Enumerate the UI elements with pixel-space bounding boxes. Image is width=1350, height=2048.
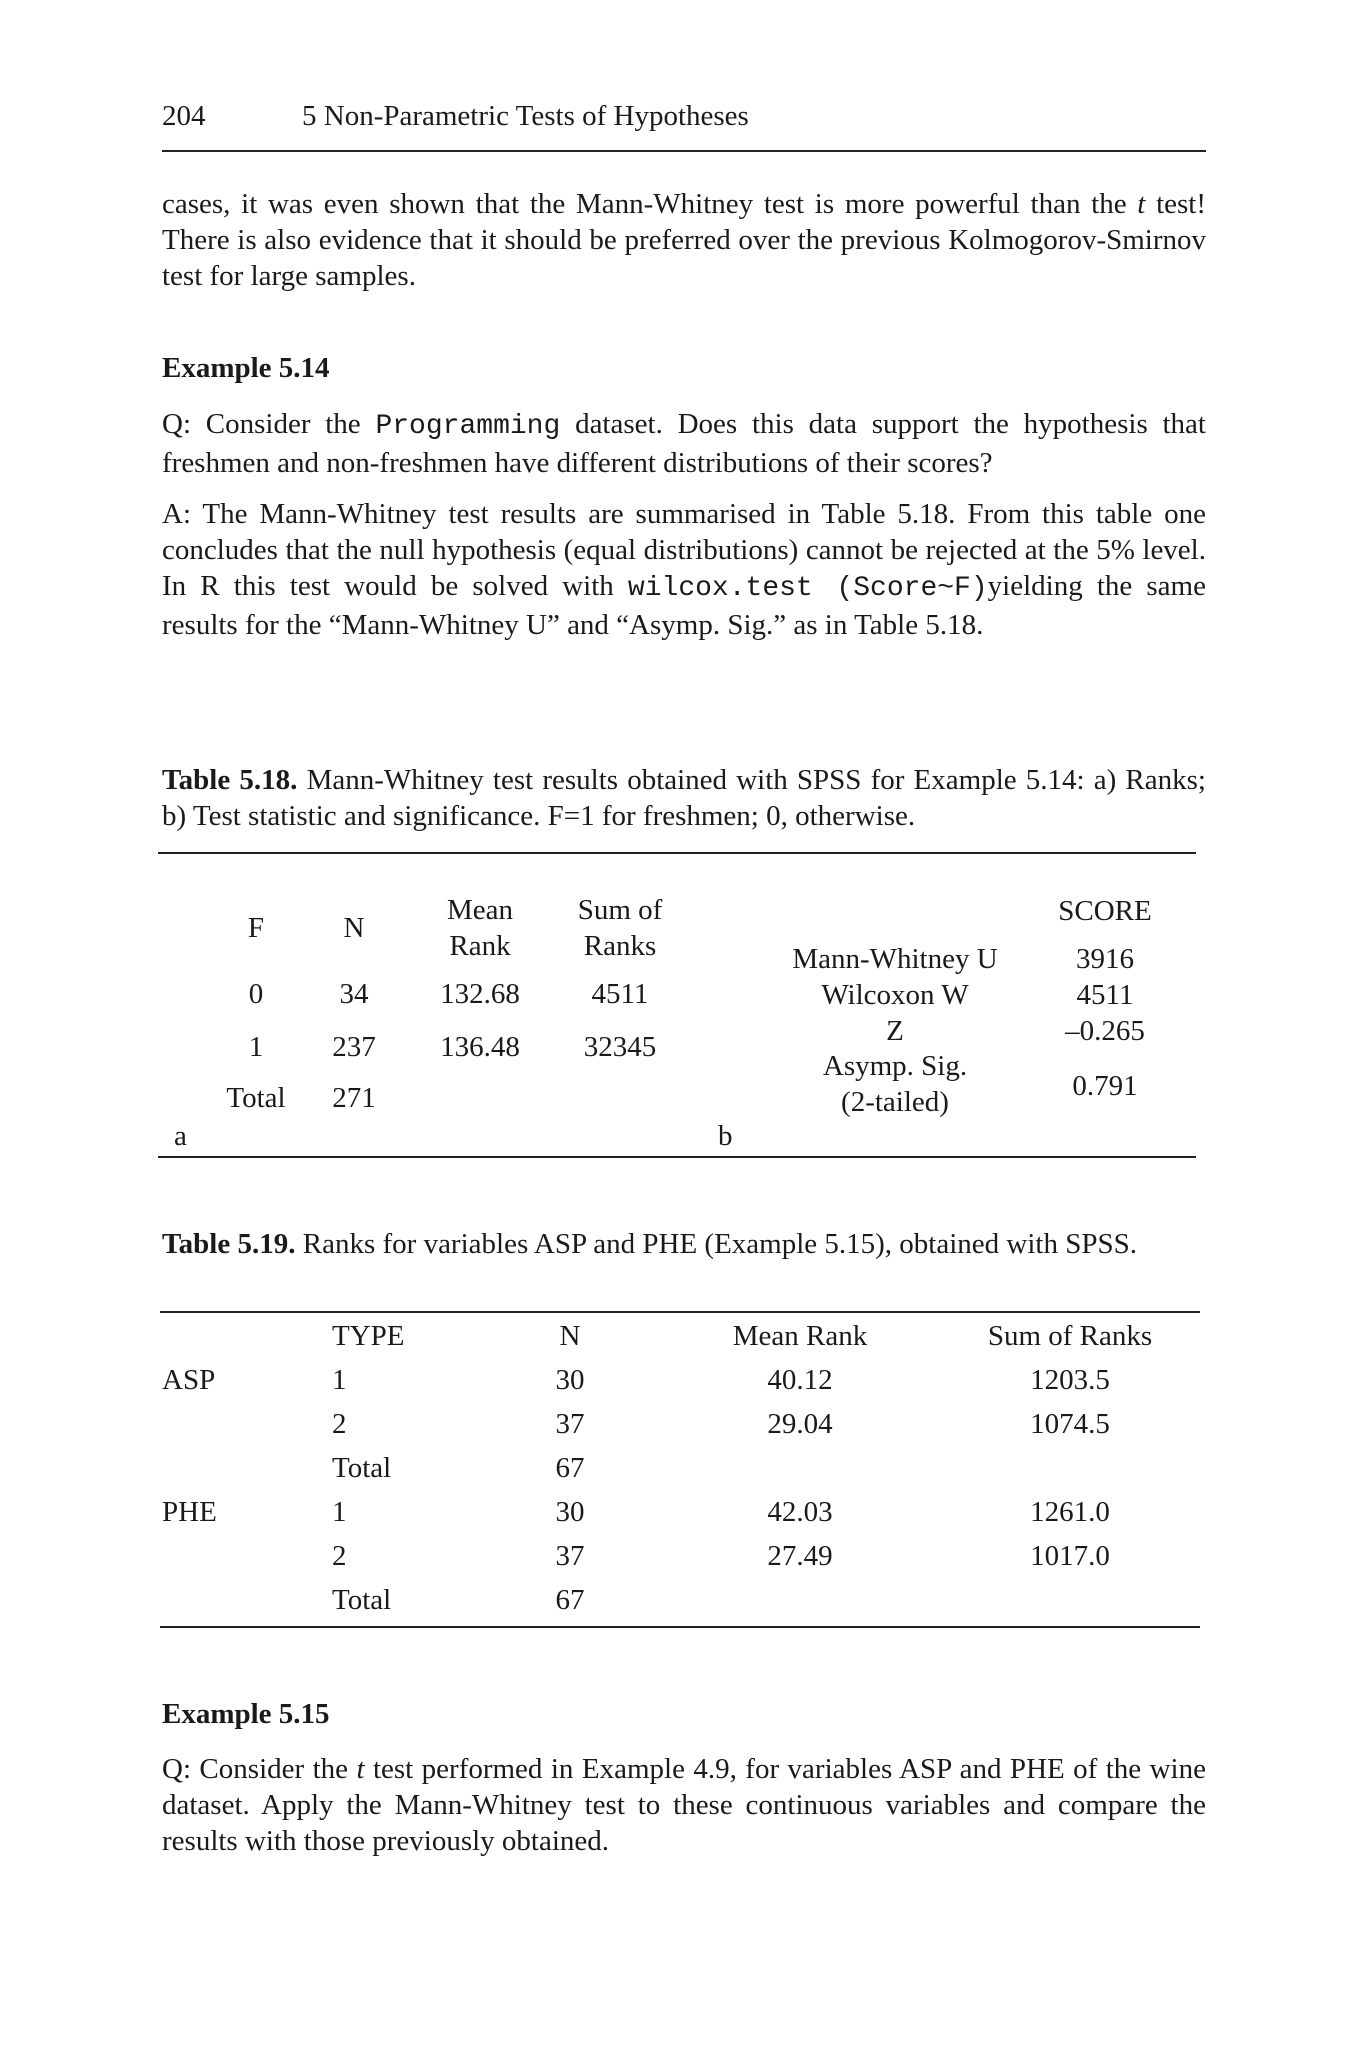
subtable-marker-a: a [174, 1120, 187, 1152]
table-row: 1 [332, 1364, 347, 1396]
stat-label-wilcoxon-w: Wilcoxon W [821, 979, 969, 1011]
col-header-sum-of-ranks: Sum of [577, 894, 663, 926]
page-number: 204 [162, 100, 206, 132]
table-518-top-rule [158, 852, 1196, 854]
table-row-total: Total [332, 1452, 392, 1484]
stat-label-asymp-sig: Asymp. Sig. [822, 1050, 968, 1082]
example-514-heading: Example 5.14 [162, 352, 330, 384]
stat-value-asymp-sig: 0.791 [1072, 1070, 1138, 1102]
table-519-top-rule [160, 1311, 1200, 1313]
page-header [162, 98, 1206, 152]
example-514-answer: A: The Mann-Whitney test results are summarised in Table 5.18. From this table one concludes that the null hypothesis (equal distributions) cannot be rejected at the 5% level. In R this test would be solved with wilcox.test (Score~F)yielding the same results for the “Mann-Whitney U” and “Asymp. Sig.” as in Table 5.18. [162, 498, 1206, 641]
col-header-mean-rank: Mean [446, 894, 514, 926]
table-518-bottom-rule [158, 1156, 1196, 1158]
subtable-marker-b: b [718, 1120, 733, 1152]
table-row: 1 [248, 1031, 264, 1063]
intro-paragraph: cases, it was even shown that the Mann-Whitney test is more powerful than the t test! There is also evidence that it should be preferred over the previous Kolmogorov-Smirnov test for large samples. [162, 188, 1206, 292]
running-title: 5 Non-Parametric Tests of Hypotheses [302, 100, 749, 132]
table-519-bottom-rule [160, 1626, 1200, 1628]
stat-value-wilcoxon-w: 4511 [1076, 979, 1134, 1011]
table-518-caption: Table 5.18. Mann-Whitney test results obtained with SPSS for Example 5.14: a) Ranks; b) Test statistic and significance. F=1 for freshmen; 0, otherwise. [162, 764, 1206, 832]
stat-label-mann-whitney-u: Mann-Whitney U [792, 943, 998, 975]
table-row: 1 [332, 1496, 347, 1528]
row-var-phe: PHE [162, 1496, 217, 1528]
stat-value-z: –0.265 [1065, 1015, 1145, 1047]
table-row-total: Total [332, 1584, 392, 1616]
col-header-mean-rank: Mean Rank [732, 1320, 868, 1352]
table-519-caption: Table 5.19. Ranks for variables ASP and PHE (Example 5.15), obtained with SPSS. [162, 1228, 1137, 1260]
col-header-n: N [559, 1320, 581, 1352]
dataset-name: Programming [375, 411, 561, 442]
example-514-question: Q: Consider the Programming dataset. Does this data support the hypothesis that freshmen and non-freshmen have different distributions of their scores? [162, 408, 1206, 479]
book-page: 204 5 Non-Parametric Tests of Hypotheses cases, it was even shown that the Mann-Whitney test is more powerful than the t test! There is also evidence that it should be preferred over the previous Kolmogorov-Smirnov test for large samples. Example 5.14 Q: Consider the Programming dataset. Does this data support the hypothesis that freshmen and non-freshmen have different distributions of their scores? A: The Mann-Whitney test results are summarised in Table 5.18. From this table one concludes that the null hypothesis (equal distributions) cannot be rejected at the 5% level. In R this test would be solved with wilcox.test (Score~F)yielding the same results for the “Mann-Whitney U” and “Asymp. Sig.” as in Table 5.18. Table 5.18. Mann-Whitney test results obtained with SPSS for Example 5.14: a) Ranks; b) Test statistic and significance. F=1 for freshmen; 0, otherwise. F N Mean Rank Sum of Ranks 0 34 132.68 4511 1 237 136.48 32345 Total 271 a SCORE Mann-Whitney U 3916 Wilcoxon W 4511 Z –0.265 Asymp. Sig. (2-tailed) 0.791 b Table 5.19. Ranks for variables ASP and PHE (Example 5.15), obtained with SPSS. TYPE N Mean Rank Sum of Ranks ASP 1 30 40.12 1203.5 2 37 29.04 1074.5 Total 67 PHE 1 30 42.03 1261.0 2 37 27.49 1017.0 Total 67 Example 5.15 Q: Consider the t test performed in Example 4.9, for variables ASP and PHE of the wine dataset. Apply the Mann-Whitney test to these continuous variables and compare the results with those previously obtained. [0, 0, 1350, 2048]
col-header-score: SCORE [1058, 895, 1152, 927]
col-header-type: TYPE [332, 1320, 405, 1352]
table-row: 2 [332, 1408, 347, 1440]
col-header-f: F [247, 912, 265, 944]
row-var-asp: ASP [162, 1364, 216, 1396]
stat-value-mann-whitney-u: 3916 [1076, 943, 1134, 975]
table-row: 2 [332, 1540, 347, 1572]
col-header-sum-of-ranks: Sum of Ranks [987, 1320, 1153, 1352]
col-header-n: N [343, 912, 365, 944]
table-row: 0 [248, 978, 264, 1010]
example-515-heading: Example 5.15 [162, 1698, 330, 1730]
example-515-question: Q: Consider the t test performed in Example 4.9, for variables ASP and PHE of the wine dataset. Apply the Mann-Whitney test to these continuous variables and compare the results with those previously obtained. [162, 1753, 1206, 1857]
stat-label-z: Z [886, 1015, 904, 1047]
table-row-total: Total [226, 1082, 286, 1114]
r-code: wilcox.test (Score~F) [627, 573, 988, 604]
